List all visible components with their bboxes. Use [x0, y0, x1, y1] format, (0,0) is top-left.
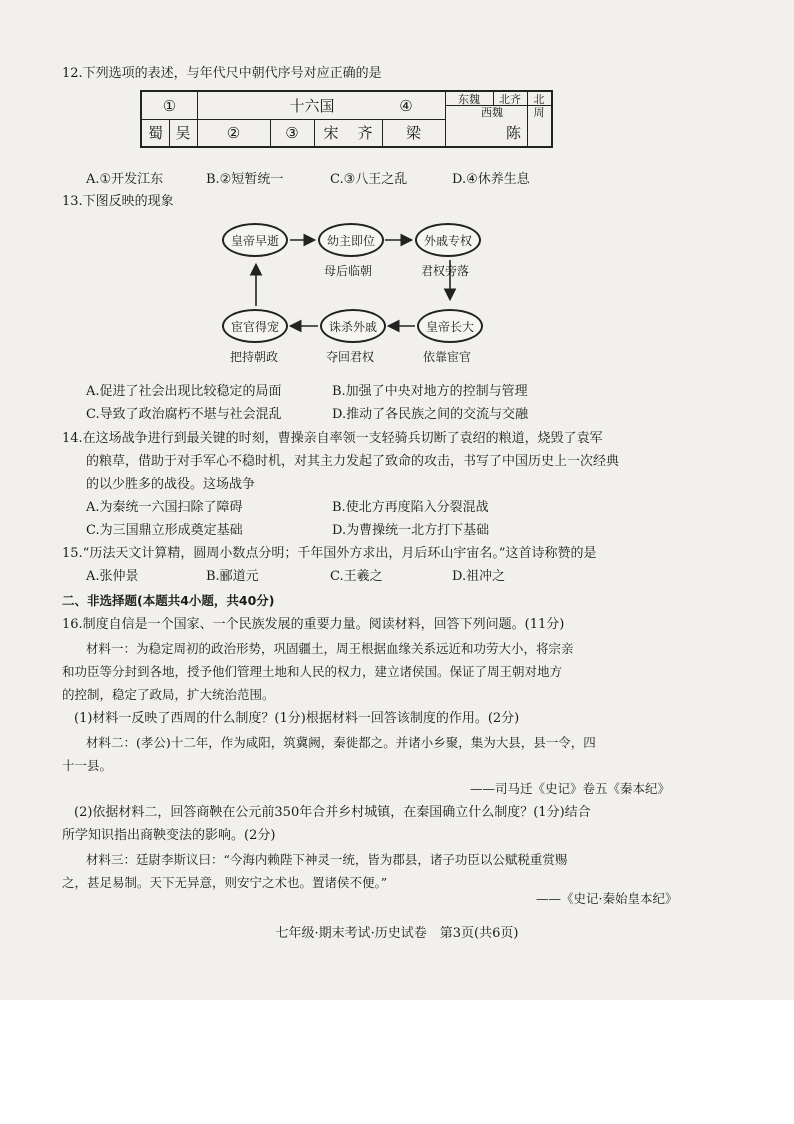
caption-control-court: 把持朝政: [230, 350, 279, 364]
cell-chen: 陈: [505, 124, 521, 142]
cell-beiqi: 北齐: [499, 92, 521, 106]
q14-option-d[interactable]: D.为曹操统一北方打下基础: [332, 523, 490, 538]
cell-4: ④: [399, 96, 413, 115]
q15-option-b[interactable]: B.郦道元: [206, 569, 259, 584]
caption-power-lost: 君权旁落: [421, 264, 470, 278]
node-kill-consort: 诛杀外戚: [320, 309, 386, 343]
node-young-ruler: 幼主即位: [318, 223, 384, 257]
caption-rely-eunuchs: 依靠宦官: [423, 350, 472, 364]
q12-option-d[interactable]: D.④休养生息: [452, 172, 530, 187]
node-consort-clan: 外戚专权: [415, 223, 481, 257]
q16-material1-line1: 材料一：为稳定周初的政治形势，巩固疆土，周王根据血缘关系远近和功劳大小，将宗亲: [86, 641, 574, 656]
cell-shu: 蜀: [147, 124, 163, 142]
q13-stem: 13.下图反映的现象: [62, 194, 174, 209]
cell-3: ③: [285, 123, 299, 142]
q16-stem: 16.制度自信是一个国家、一个民族发展的重要力量。阅读材料，回答下列问题。(11分): [62, 617, 565, 632]
cell-sixteen-kingdoms: 十六国: [289, 97, 335, 115]
cell-zhou: 周: [533, 105, 545, 119]
q13-option-c[interactable]: C.导致了政治腐朽不堪与社会混乱: [86, 407, 282, 422]
flow-arrows: [0, 0, 794, 400]
q16-material3-line2: 之，甚足易制。天下无异意，则安宁之术也。置诸侯不便。”: [62, 875, 388, 890]
q12-stem: 12.下列选项的表述，与年代尺中朝代序号对应正确的是: [62, 66, 382, 81]
page-footer: 七年级·期末考试·历史试卷 第3页(共6页): [275, 926, 519, 941]
q16-subquestion2-line2: 所学知识指出商鞅变法的影响。(2分): [62, 828, 276, 843]
caption-empress-regency: 母后临朝: [324, 264, 373, 278]
q16-material1-line3: 的控制，稳定了政局，扩大统治范围。: [62, 687, 275, 702]
q16-material2-line1: 材料二：(孝公)十二年，作为咸阳，筑冀阙，秦徙都之。并诸小乡聚，集为大县，县一令，四: [86, 735, 596, 750]
node-eunuch-favored: 宦官得宠: [222, 309, 288, 343]
node-emperor-grows: 皇帝长大: [417, 309, 483, 343]
q12-option-c[interactable]: C.③八王之乱: [330, 172, 408, 187]
q15-stem: 15.“历法天文计算精，圆周小数点分明；千年国外方求出，月后环山宇宙名。”这首诗称赞的是: [62, 546, 597, 561]
cell-2: ②: [226, 123, 241, 142]
q15-option-d[interactable]: D.祖冲之: [452, 569, 506, 584]
q16-material2-line2: 十一县。: [62, 758, 113, 773]
cell-bei: 北: [533, 92, 545, 106]
q16-subquestion1: (1)材料一反映了西周的什么制度？(1分)根据材料一回答该制度的作用。(2分): [74, 711, 520, 726]
cell-1: ①: [162, 96, 177, 115]
cell-qi: 齐: [357, 124, 373, 142]
node-emperor-dies-young: 皇帝早逝: [222, 223, 288, 257]
q16-material2-source: ——司马迁《史记》卷五《秦本纪》: [470, 781, 671, 796]
cell-xiwei: 西魏: [481, 105, 503, 119]
cell-song: 宋: [323, 124, 339, 142]
q13-option-d[interactable]: D.推动了各民族之间的交流与交融: [332, 407, 529, 422]
q16-material1-line2: 和功臣等分封到各地，授予他们管理土地和人民的权力，建立诸侯国。保证了周王朝对地方: [62, 664, 563, 679]
q14-option-a[interactable]: A.为秦统一六国扫除了障碍: [86, 500, 243, 515]
q16-material3-line1: 材料三：廷尉李斯议曰：“今海内赖陛下神灵一统，皆为郡县，诸子功臣以公赋税重赏赐: [86, 852, 568, 867]
cell-dongwei: 东魏: [458, 92, 480, 106]
q14-option-b[interactable]: B.使北方再度陷入分裂混战: [332, 500, 489, 515]
cell-wu: 吴: [175, 124, 191, 142]
q14-option-c[interactable]: C.为三国鼎立形成奠定基础: [86, 523, 243, 538]
q16-subquestion2-line1: (2)依据材料二，回答商鞅在公元前350年合并乡村城镇，在秦国确立什么制度？(1分)结合: [74, 805, 591, 820]
caption-regain-power: 夺回君权: [326, 350, 375, 364]
section-2-heading: 二、非选择题(本题共4小题，共40分): [62, 593, 275, 608]
q12-option-b[interactable]: B.②短暂统一: [206, 172, 284, 187]
q15-option-c[interactable]: C.王羲之: [330, 569, 383, 584]
q14-stem-line1: 14.在这场战争进行到最关键的时刻，曹操亲自率领一支轻骑兵切断了袁绍的粮道，烧毁了袁军: [62, 431, 603, 446]
cell-liang: 梁: [405, 124, 421, 142]
q16-material3-source: ——《史记·秦始皇本纪》: [536, 891, 678, 906]
q15-option-a[interactable]: A.张仲景: [86, 569, 139, 584]
q14-stem-line2: 的粮草，借助于对手军心不稳时机，对其主力发起了致命的攻击，书写了中国历史上一次经典: [86, 454, 620, 469]
q13-option-b[interactable]: B.加强了中央对地方的控制与管理: [332, 384, 528, 399]
q14-stem-line3: 的以少胜多的战役。这场战争: [86, 477, 256, 492]
q13-option-a[interactable]: A.促进了社会出现比较稳定的局面: [86, 384, 282, 399]
q12-option-a[interactable]: A.①开发江东: [86, 172, 164, 187]
